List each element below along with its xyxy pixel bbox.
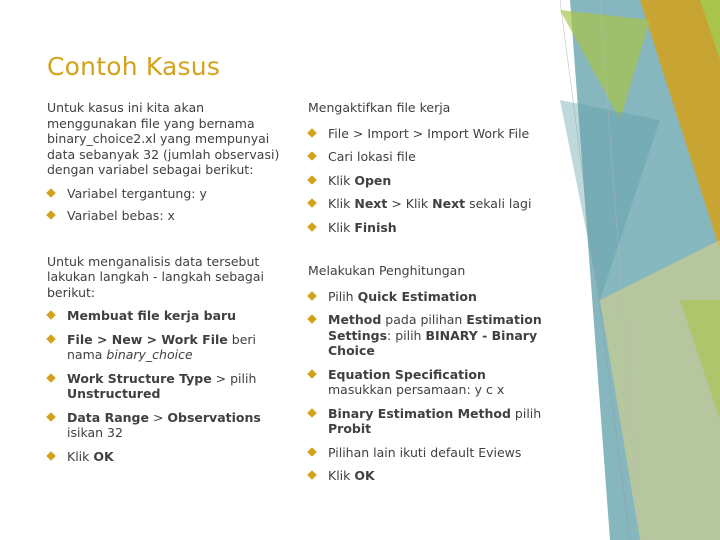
diamond-bullet-icon bbox=[307, 222, 317, 232]
step-list bbox=[47, 308, 292, 464]
list-item: Klik OK bbox=[47, 449, 292, 465]
list-item: Klik Finish bbox=[308, 220, 548, 236]
diamond-bullet-icon bbox=[307, 470, 317, 480]
diamond-bullet-icon bbox=[46, 373, 56, 383]
diamond-bullet-icon bbox=[307, 447, 317, 457]
list-item: Membuat file kerja baru bbox=[47, 308, 292, 324]
list-item: Klik Next > Klik Next sekali lagi bbox=[308, 196, 548, 212]
list-item: Pilihan lain ikuti default Eviews bbox=[308, 445, 548, 461]
diamond-bullet-icon bbox=[307, 314, 317, 324]
diamond-bullet-icon bbox=[307, 369, 317, 379]
list-item: Method pada pilihan Estimation Settings: pilih BINARY - Binary Choice bbox=[308, 312, 548, 359]
list-item: Data Range > Observations isikan 32 bbox=[47, 410, 292, 441]
slide-title: Contoh Kasus bbox=[47, 52, 221, 81]
list-item: Binary Estimation Method pilih Probit bbox=[308, 406, 548, 437]
list-item: Work Structure Type > pilih Unstructured bbox=[47, 371, 292, 402]
steps-intro-text: Untuk menganalisis data tersebut lakukan langkah - langkah sebagai berikut: bbox=[47, 253, 264, 300]
compute-steps-list bbox=[308, 289, 548, 484]
diamond-bullet-icon bbox=[46, 412, 56, 422]
list-item: Variabel bebas: x bbox=[47, 208, 292, 224]
list-item: Klik Open bbox=[308, 173, 548, 189]
diamond-bullet-icon bbox=[46, 334, 56, 344]
list-item: Variabel tergantung: y bbox=[47, 186, 292, 202]
list-item: File > Import > Import Work File bbox=[308, 126, 548, 142]
section-heading-activate: Mengaktifkan file kerja bbox=[308, 100, 451, 115]
list-item: Equation Specification masukkan persamaan: y c x bbox=[308, 367, 548, 398]
list-item: Cari lokasi file bbox=[308, 149, 548, 165]
diamond-bullet-icon bbox=[46, 451, 56, 461]
intro-text: Untuk kasus ini kita akan menggunakan file yang bernama binary_choice2.xl yang mempunyai data sebanyak 32 (jumlah observasi) dengan variabel sebagai berikut: bbox=[47, 100, 280, 177]
right-column bbox=[308, 100, 548, 484]
variable-list bbox=[47, 186, 292, 224]
diamond-bullet-icon bbox=[46, 310, 56, 320]
left-column bbox=[47, 100, 292, 464]
diamond-bullet-icon bbox=[307, 128, 317, 138]
section-heading-compute: Melakukan Penghitungan bbox=[308, 263, 466, 278]
diamond-bullet-icon bbox=[46, 210, 56, 220]
list-item: Pilih Quick Estimation bbox=[308, 289, 548, 305]
diamond-bullet-icon bbox=[46, 188, 56, 198]
diamond-bullet-icon bbox=[307, 198, 317, 208]
activate-steps-list bbox=[308, 126, 548, 236]
diamond-bullet-icon bbox=[307, 408, 317, 418]
diamond-bullet-icon bbox=[307, 151, 317, 161]
list-item: Klik OK bbox=[308, 468, 548, 484]
diamond-bullet-icon bbox=[307, 175, 317, 185]
diamond-bullet-icon bbox=[307, 291, 317, 301]
list-item: File > New > Work File beri nama binary_choice bbox=[47, 332, 292, 363]
